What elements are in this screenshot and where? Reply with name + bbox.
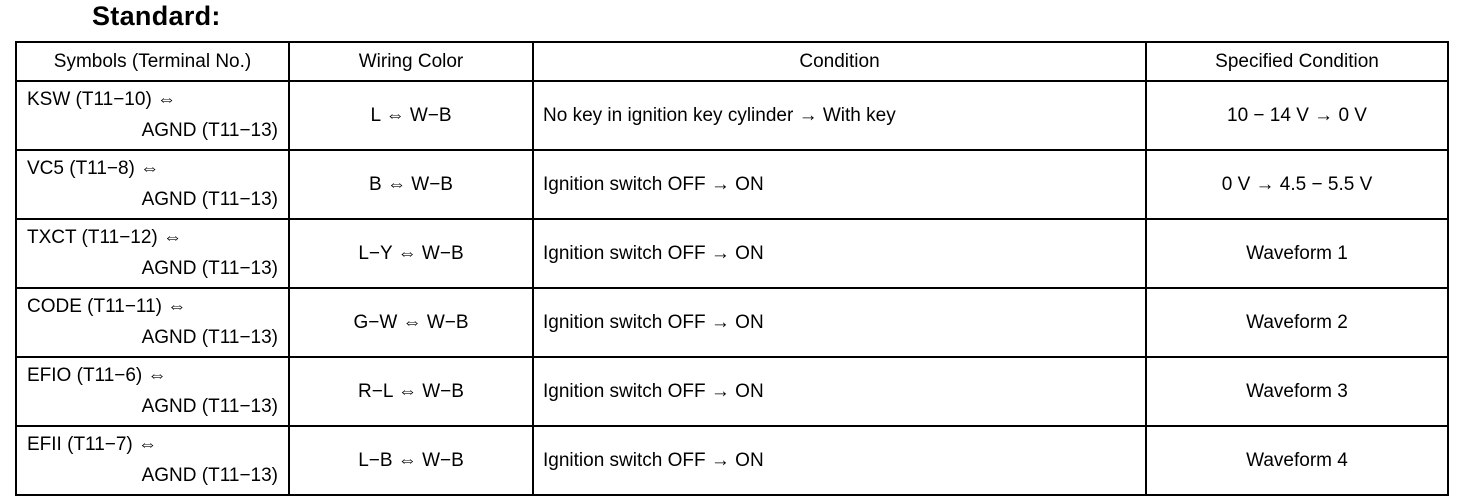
condition-cell: Ignition switch OFF → ON — [533, 357, 1146, 426]
condition-cell: Ignition switch OFF → ON — [533, 288, 1146, 357]
wiring-color-cell: B ⇔ W−B — [289, 150, 533, 219]
specified-condition-cell: Waveform 4 — [1146, 426, 1448, 495]
symbol-ground-terminal: AGND (T11−13) — [141, 189, 278, 210]
wiring-color-cell: L ⇔ W−B — [289, 81, 533, 150]
symbol-ground-terminal: AGND (T11−13) — [141, 465, 278, 486]
symbol-cell — [16, 219, 289, 288]
symbol-ground-terminal: AGND (T11−13) — [141, 396, 278, 417]
table-header-row — [16, 42, 1448, 81]
symbol-ground-terminal: AGND (T11−13) — [141, 258, 278, 279]
table-row — [16, 426, 1448, 495]
specified-condition-cell: 10 − 14 V → 0 V — [1146, 81, 1448, 150]
wiring-color-cell: L−Y ⇔ W−B — [289, 219, 533, 288]
column-header-condition: Condition — [533, 42, 1146, 81]
condition-cell: No key in ignition key cylinder → With key — [533, 81, 1146, 150]
specification-table — [15, 41, 1449, 496]
wiring-color-cell: R−L ⇔ W−B — [289, 357, 533, 426]
page-title: Standard: — [92, 1, 221, 31]
symbol-cell — [16, 357, 289, 426]
symbol-terminal: KSW (T11−10) ⇔ — [27, 89, 177, 110]
table-row — [16, 357, 1448, 426]
table-row — [16, 288, 1448, 357]
specified-condition-cell: Waveform 1 — [1146, 219, 1448, 288]
symbol-cell — [16, 150, 289, 219]
table-row — [16, 81, 1448, 150]
symbol-ground-terminal: AGND (T11−13) — [141, 120, 278, 141]
symbol-terminal: EFIO (T11−6) ⇔ — [27, 365, 167, 386]
specified-condition-cell: Waveform 3 — [1146, 357, 1448, 426]
specified-condition-cell: Waveform 2 — [1146, 288, 1448, 357]
symbol-cell — [16, 426, 289, 495]
condition-cell: Ignition switch OFF → ON — [533, 219, 1146, 288]
condition-cell: Ignition switch OFF → ON — [533, 150, 1146, 219]
column-header-specified-condition: Specified Condition — [1146, 42, 1448, 81]
column-header-symbols: Symbols (Terminal No.) — [16, 42, 289, 81]
specified-condition-cell: 0 V → 4.5 − 5.5 V — [1146, 150, 1448, 219]
symbol-cell — [16, 288, 289, 357]
table-row — [16, 150, 1448, 219]
symbol-terminal: CODE (T11−11) ⇔ — [27, 296, 187, 317]
wiring-color-cell: G−W ⇔ W−B — [289, 288, 533, 357]
symbol-terminal: EFII (T11−7) ⇔ — [27, 434, 158, 455]
symbol-terminal: TXCT (T11−12) ⇔ — [27, 227, 183, 248]
condition-cell: Ignition switch OFF → ON — [533, 426, 1146, 495]
symbol-terminal: VC5 (T11−8) ⇔ — [27, 158, 160, 179]
column-header-wiring-color: Wiring Color — [289, 42, 533, 81]
symbol-cell — [16, 81, 289, 150]
symbol-ground-terminal: AGND (T11−13) — [141, 327, 278, 348]
table-row — [16, 219, 1448, 288]
wiring-color-cell: L−B ⇔ W−B — [289, 426, 533, 495]
